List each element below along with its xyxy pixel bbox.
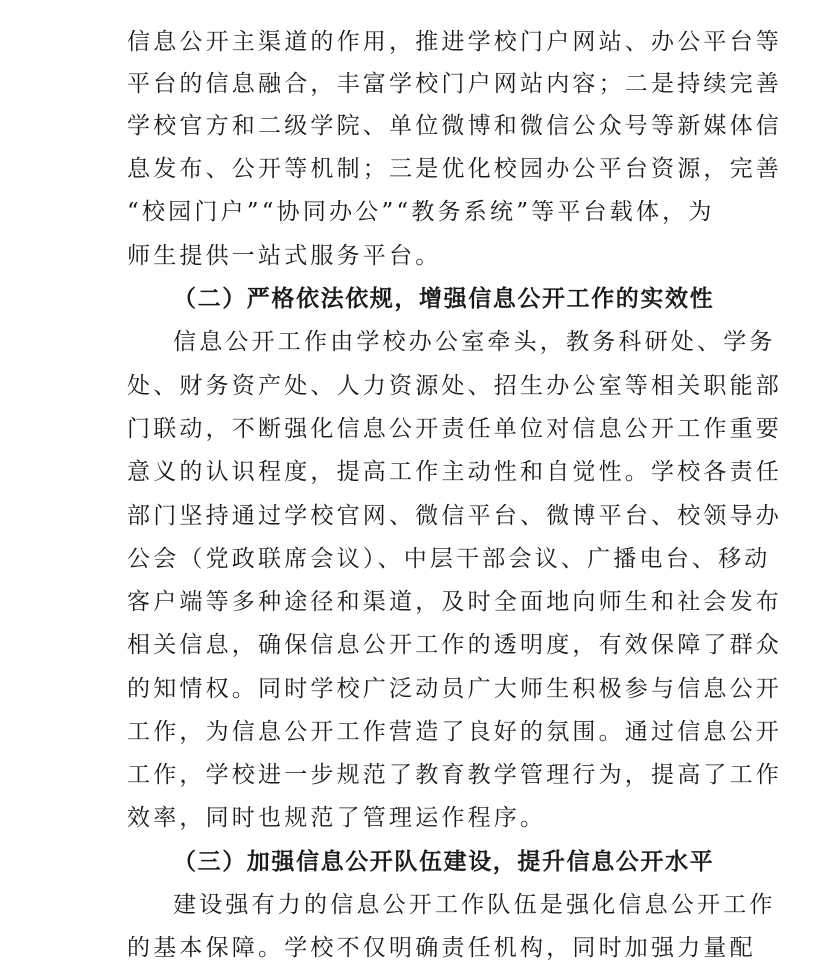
body-text-line: 门联动，不断强化信息公开责任单位对信息公开工作重要 — [127, 416, 782, 442]
body-text-line: 信息公开主渠道的作用，推进学校门户网站、办公平台等 — [127, 29, 782, 55]
body-text-line: 公会（党政联席会议）、中层干部会议、广播电台、移动 — [127, 546, 771, 572]
body-text-line: 效率，同时也规范了管理运作程序。 — [127, 805, 547, 831]
body-text-line: 师生提供一站式服务平台。 — [127, 243, 442, 269]
body-text-line: 的知情权。同时学校广泛动员广大师生积极参与信息公开 — [127, 676, 782, 702]
body-text-line: 平台的信息融合，丰富学校门户网站内容；二是持续完善 — [127, 71, 782, 97]
body-text-line: 部门坚持通过学校官网、微信平台、微博平台、校领导办 — [127, 503, 782, 529]
section-heading-two: （二）严格依法依规，增强信息公开工作的实效性 — [173, 286, 715, 312]
section-heading-three: （三）加强信息公开队伍建设，提升信息公开水平 — [173, 849, 715, 875]
body-text-line: 的基本保障。学校不仅明确责任机构，同时加强力量配 — [127, 935, 756, 961]
body-text-line: 处、财务资产处、人力资源处、招生办公室等相关职能部 — [127, 373, 782, 399]
body-text-line: 学校官方和二级学院、单位微博和微信公众号等新媒体信 — [127, 113, 782, 139]
body-text-line: 相关信息，确保信息公开工作的透明度，有效保障了群众 — [127, 632, 782, 658]
body-text-line: 息发布、公开等机制；三是优化校园办公平台资源，完善 — [127, 156, 782, 182]
body-text-line: 工作，学校进一步规范了教育教学管理行为，提高了工作 — [127, 762, 782, 788]
body-text-line: “校园门户”“协同办公”“教务系统”等平台载体，为 — [127, 199, 715, 225]
body-text-line: 工作，为信息公开工作营造了良好的氛围。通过信息公开 — [127, 719, 782, 745]
paragraph-first-line: 信息公开工作由学校办公室牵头，教务科研处、学务 — [173, 329, 776, 355]
body-text-line: 客户端等多种途径和渠道，及时全面地向师生和社会发布 — [127, 589, 782, 615]
body-text-line: 意义的认识程度，提高工作主动性和自觉性。学校各责任 — [127, 459, 782, 485]
paragraph-first-line: 建设强有力的信息公开工作队伍是强化信息公开工作 — [173, 892, 776, 918]
